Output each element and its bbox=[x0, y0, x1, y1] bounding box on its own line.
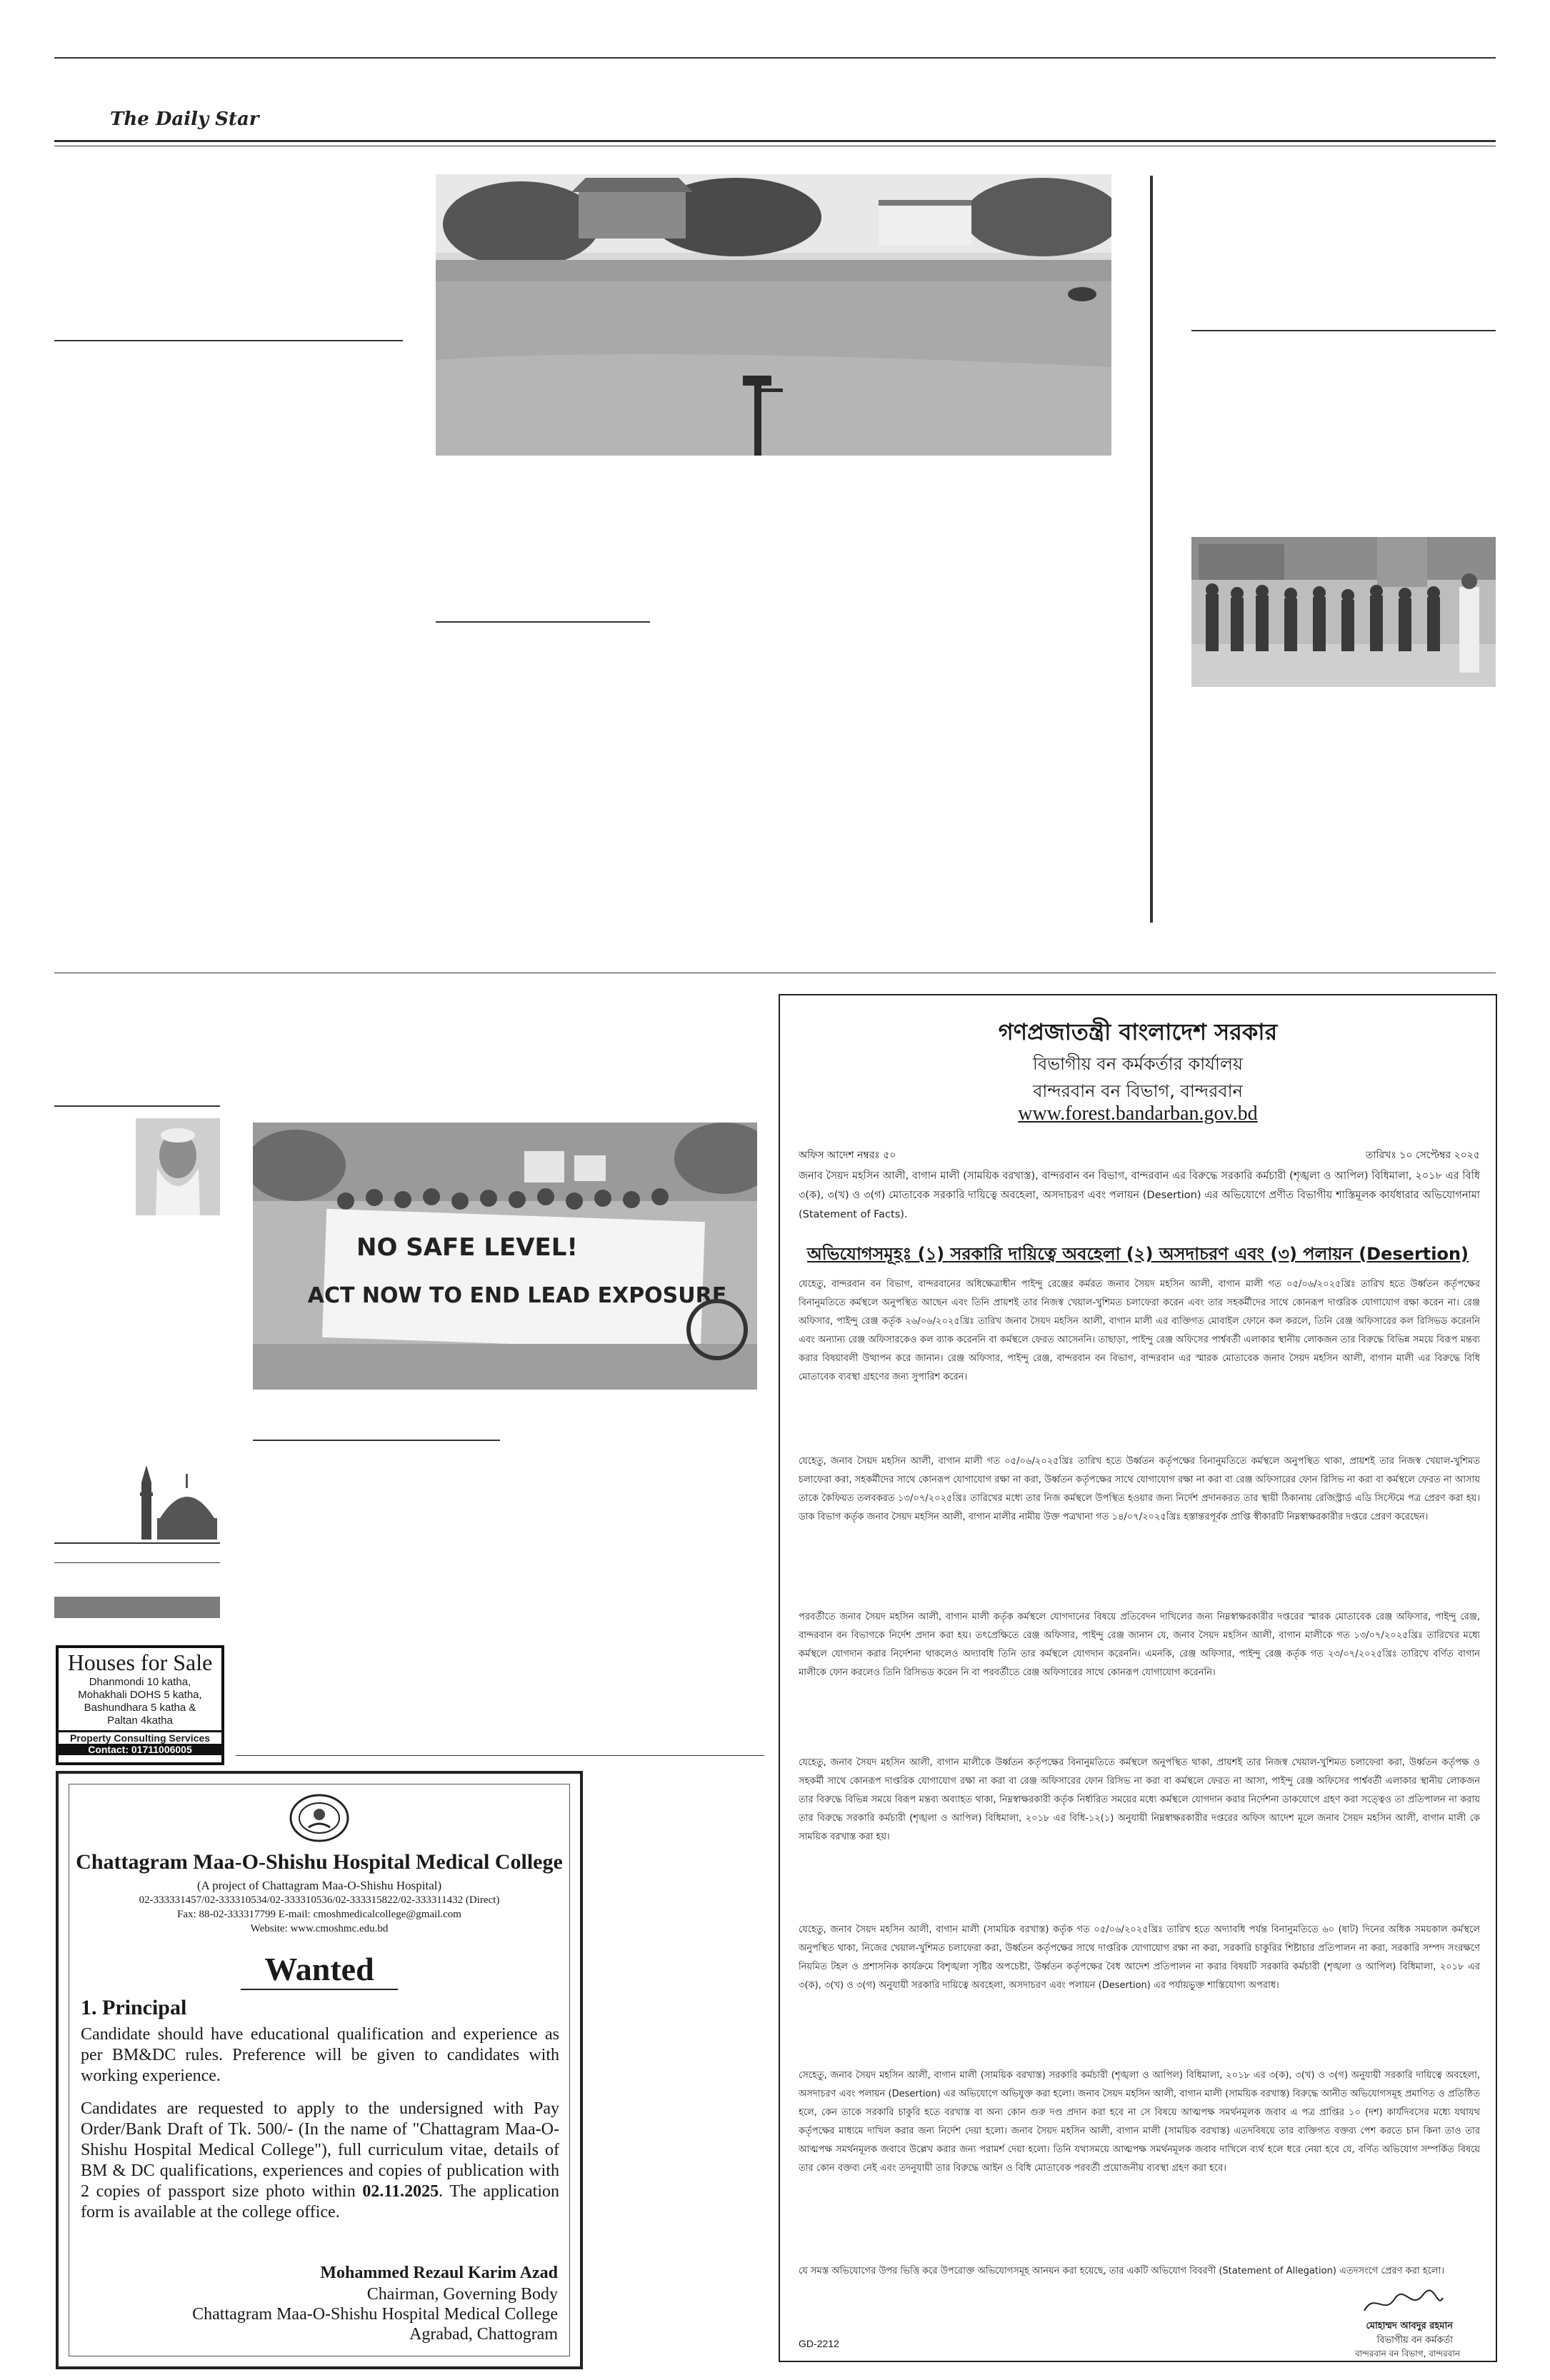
photo-field-pump bbox=[436, 174, 1111, 456]
obituary-rule bbox=[54, 1105, 220, 1107]
gray-strip bbox=[54, 1597, 220, 1618]
mosque-icon bbox=[140, 1461, 219, 1540]
application-main: Candidates are requested to apply to the undersigned with Pay Order/Bank Draft of Tk. 500/- (In the name of "Chattagram Maa-O-Shishu Hospital Medical College"), full curriculum vitae, details of BM & DC qualifications, experiences and copies of publication with 2 copies of passport size photo within bbox=[81, 2099, 559, 2201]
notice-para-7: যে সমস্ত অভিযোগের উপর ভিত্তি করে উপরোক্ত অভিযোগসমূহ আনয়ন করা হয়েছে, তার একটি অভিযোগ বিবরণী (Statement of Allegation) এতদসংগে প্রেরণ করা হলো। bbox=[799, 2266, 1444, 2276]
notice-charges-heading: অভিযোগসমূহঃ (১) সরকারি দায়িত্বে অবহেলা (২) অসদাচরণ এবং (৩) পলায়ন (Desertion) bbox=[806, 1244, 1469, 1264]
position-title: 1. Principal bbox=[81, 1996, 187, 2019]
notice-para-3: পরবর্তীতে জনাব সৈয়দ মহসিন আলী, বাগান মালী কর্তৃক কর্মস্থলে যোগদানের বিষয়ে প্রতিবেদন দাখিলের জন্য নিম্নস্বাক্ষরকারীর দপ্তরের স্মারক মোতাবেক রেঞ্জ অফিসার, পাইন্দু রেঞ্জ, বান্দরবান বন বিভাগকে নির্দেশ প্রদান করা হয়। তৎপ্রেক্ষিতে রেঞ্জ অফিসার, পাইন্দু রেঞ্জ জানান যে, জনাব সৈয়দ মহসিন আলী, বাগান মালীকে গত ১৩/০৭/২০২৫খ্রিঃ তারিখের মধ্যে কর্মস্থলে যোগদান করার নির্দেশনা থাকলেও অদ্যাবধি তিনি তার কর্মস্থলে যোগদান করেননি। এমনকি, রেঞ্জ অফিসার, পাইন্দু রেঞ্জ কর্তৃক গত ২৩/০৭/২০২৫খ্রিঃ তারিখে বর্ণিত বাগান মালীকে ফোন করলেও তিনি রিসিভড করেন নি বা পরবর্তীতে রেঞ্জ অফিসারের সাথে কোনরূপ যোগাযোগ করেননি। bbox=[799, 1612, 1480, 1678]
street-scene-image bbox=[1191, 537, 1496, 687]
signature-title: বিভাগীয় বন কর্মকর্তা bbox=[1376, 2335, 1453, 2346]
signatory-org: Chattagram Maa-O-Shishu Hospital Medical College bbox=[192, 2305, 558, 2324]
notice-para-4: যেহেতু, জনাব সৈয়দ মহসিন আলী, বাগান মালীকে উর্ধ্বতন কর্তৃপক্ষের বিনানুমতিতে কর্মস্থলে অনুপস্থিত থাকা, প্রায়শই তার নিজস্ব খেয়াল-খুশিমত চলাফেরা করা, উর্ধ্বতন কর্তৃপক্ষ ও সহকর্মী সাথে কোনরূপ দাপ্তরিক যোগাযোগ রক্ষা না করা বা রেঞ্জ অফিসারের ফোন রিসিভ না করা বা কর্মস্থলে ফেরত না আসা, পাইন্দু রেঞ্জ অফিসের পার্শ্ববর্তী এলাকার স্থানীয় লোকজন তার বিরুদ্ধে বিভিন্ন সময়ে বিরূপ মন্তব্য অব্যাহত থাকা, নিম্নস্বাক্ষরকারী কর্তৃক নির্ধারিত সময়ের মধ্যে কর্মস্থলে যোগদান করার নির্দেশনা ডাকযোগে গ্রহণ করা সত্ত্বেও তা প্রতিপালন না করায় তার বিরুদ্ধে সরকারি কর্মচারী (শৃঙ্খলা ও আপিল) বিধিমালা, ২০১৮ এর বিধি-১২(১) অনুযায়ী নিম্নস্বাক্ষরকারীর দপ্তরের অফিস আদেশ মূলে জনাব সৈয়দ মহসিন আলী, বাগান মালী কে সাময়িক বরখাস্ত করা হয়। bbox=[799, 1757, 1480, 1842]
houses-location-2: Mohakhali DOHS 5 katha, bbox=[78, 1689, 202, 1701]
houses-for-sale-ad bbox=[56, 1645, 224, 1765]
hospital-ad-frame bbox=[69, 1784, 570, 2356]
rally-caption-rule bbox=[253, 1440, 500, 1441]
notice-title: গণপ্রজাতন্ত্রী বাংলাদেশ সরকার bbox=[998, 1018, 1278, 1045]
hospital-logo bbox=[287, 1793, 351, 1843]
hospital-name: Chattagram Maa-O-Shishu Hospital Medical College bbox=[76, 1850, 563, 1874]
hospital-fax-email: Fax: 88-02-333317799 E-mail: cmoshmedicalcollege@gmail.com bbox=[177, 1909, 461, 1920]
photo-lead-rally bbox=[253, 1123, 757, 1390]
application-end: . The application form is available at the college office. bbox=[81, 2182, 559, 2221]
application-deadline: 02.11.2025 bbox=[362, 2182, 439, 2201]
notice-para-6: সেহেতু, জনাব সৈয়দ মহসিন আলী, বাগান মালী (সাময়িক বরখাস্ত) সরকারি কর্মচারী (শৃঙ্খলা ও আপিল) বিধিমালা, ২০১৮ এর ৩(ক), ৩(খ) ও ৩(গ) অনুযায়ী সরকারি দায়িত্বে অবহেলা, অসদাচরণ এবং পলায়ন (Desertion) এর অভিযোগে অভিযুক্ত করা হলো। জনাব সৈয়দ মহসিন আলী, বাগান মালী (সাময়িক বরখাস্ত) বিরুদ্ধে আনীত অভিযোগসমূহ প্রমাণিত ও প্রতিষ্ঠিত হলে, কেন তাকে সরকারি চাকুরি হতে বরখাস্ত বা অন্য কোন গুরু দণ্ড প্রদান করা হবে না সে বিষয়ে আত্মপক্ষ সমর্থনমূলক জবাব এ পত্র প্রাপ্তির ১০ (দশ) কার্যদিবসের মধ্যে যথাযথ কর্তৃপক্ষের মাধ্যমে দাখিল করার জন্য নির্দেশ দেয়া হলো। জনাব সৈয়দ মহসিন আলী, বাগান মালী (সাময়িক বরখাস্ত) এতদবিষয়ে তার ব্যক্তিগত বক্তব্য পেশ করতে চান কিনা তাও তার আত্মপক্ষ সমর্থনমূলক জবাবে উল্লেখ করার জন্য পরামর্শ দেয়া হলো। তিনি যথাসময়ে আত্মপক্ষ সমর্থনমূলক জবাব দাখিলে ব্যর্থ হলে ধরে নেয়া হবে যে, বর্ণিত অভিযোগ সম্পর্কিত বিষয়ে তার কোন বক্তব্য নেই এবং তদনুযায়ী তার বিরুদ্ধে আইন ও বিধি মোতাবেক পরবর্তী প্রয়োজনীয় ব্যবস্থা গ্রহণ করা হবে। bbox=[799, 2070, 1480, 2174]
signatory-title: Chairman, Governing Body bbox=[366, 2285, 558, 2304]
hospital-project-of: (A project of Chattagram Maa-O-Shishu Hospital) bbox=[196, 1879, 442, 1892]
houses-company: Property Consulting Services bbox=[59, 1730, 221, 1744]
mosque-rule-2 bbox=[54, 1562, 220, 1563]
top-rule bbox=[54, 57, 1496, 59]
masthead-logo: The Daily Star bbox=[110, 109, 259, 130]
houses-location-3: Bashundhara 5 katha & bbox=[84, 1702, 196, 1714]
mosque-rule-1 bbox=[54, 1542, 220, 1544]
lower-section-rule bbox=[236, 1755, 764, 1756]
houses-location-1: Dhanmondi 10 katha, bbox=[89, 1676, 191, 1688]
hospital-wanted-ad bbox=[56, 1771, 583, 2369]
houses-title: Houses for Sale bbox=[67, 1650, 213, 1675]
center-column-rule bbox=[436, 621, 650, 623]
left-column-rule-1 bbox=[54, 340, 403, 341]
govt-notice bbox=[779, 994, 1497, 2362]
right-column-rule bbox=[1191, 330, 1496, 331]
signatory-name: Mohammed Rezaul Karim Azad bbox=[320, 2264, 558, 2282]
wanted-underline bbox=[241, 1989, 398, 1990]
photo-street-gathering bbox=[1191, 537, 1496, 687]
notice-division: বান্দরবান বন বিভাগ, বান্দরবান bbox=[1033, 1081, 1243, 1101]
rally-image bbox=[253, 1123, 757, 1390]
portrait-image bbox=[136, 1118, 220, 1215]
vertical-column-rule bbox=[1150, 176, 1153, 923]
notice-intro: জনাব সৈয়দ মহসিন আলী, বাগান মালী (সাময়িক বরখাস্ত), বান্দরবান বন বিভাগ, বান্দরবান এর বিরুদ্ধে সরকারি কর্মচারী (শৃঙ্খলা ও আপিল) বিধিমালা, ২০১৮ এর বিধি ৩(ক), ৩(খ) ও ৩(গ) মোতাবেক সরকারি দায়িত্বে অবহেলা, অসদাচরণ এবং পলায়ন (Desertion) এর অভিযোগে প্রণীত বিভাগীয় শাস্তিমূলক কার্যধারার অভিযোগনামা (Statement of Facts). bbox=[799, 1170, 1480, 1220]
application-text bbox=[81, 2099, 559, 2223]
hospital-phones: 02-333331457/02-333310534/02-333310536/02-333315822/02-333311432 (Direct) bbox=[139, 1894, 500, 1906]
obituary-portrait bbox=[136, 1118, 220, 1215]
masthead-rule-1 bbox=[54, 140, 1496, 142]
notice-order-no: অফিস আদেশ নম্বরঃ ৫০ bbox=[799, 1150, 896, 1161]
hospital-website: Website: www.cmoshmc.edu.bd bbox=[250, 1923, 389, 1934]
houses-location-4: Paltan 4katha bbox=[107, 1714, 173, 1727]
notice-office: বিভাগীয় বন কর্মকর্তার কার্যালয় bbox=[1032, 1054, 1243, 1074]
banner-text-1: NO SAFE LEVEL! bbox=[356, 1233, 578, 1262]
signatory-place: Agrabad, Chattogram bbox=[409, 2325, 558, 2344]
field-scene-image bbox=[436, 174, 1111, 456]
notice-code: GD-2212 bbox=[799, 2338, 839, 2349]
banner-text-2: ACT NOW TO END LEAD EXPOSURE bbox=[307, 1283, 727, 1308]
signature-name: মোহাম্মদ আবদুর রহমান bbox=[1366, 2321, 1453, 2331]
wanted-heading: Wanted bbox=[264, 1951, 374, 1987]
signature-office: বান্দরবান বন বিভাগ, বান্দরবান bbox=[1355, 2349, 1460, 2359]
eligibility-text: Candidate should have educational qualification and experience as per BM&DC rules. Preference will be given to candidates with working experience. bbox=[81, 2025, 559, 2085]
notice-website[interactable]: www.forest.bandarban.gov.bd bbox=[1018, 1103, 1258, 1125]
signature-scribble bbox=[1360, 2289, 1446, 2318]
notice-para-5: যেহেতু, জনাব সৈয়দ মহসিন আলী, বাগান মালী (সাময়িক বরখাস্ত) কর্তৃক গত ০৫/০৬/২০২৫খ্রিঃ তারিখ হতে অদ্যাবধি পর্যন্ত বিনানুমতিতে ৬০ (ষাট) দিনের অধিক সময়কাল কর্মস্থলে অনুপস্থিত থাকা, নিজের খেয়াল-খুশিমত চলাফেরা করা, উর্ধ্বতন কর্তৃপক্ষের সাথে দাপ্তরিক যোগাযোগ রক্ষা না করা, সরকারি চাকুরির শিষ্টাচার প্রতিপালন না করা, সরকারি সম্পদ সংরক্ষণে নিয়মিত টহল ও প্রশাসনিক কার্যক্রমে বিশৃঙ্খলা সৃষ্টির অপচেষ্টা, উর্ধ্বতন কর্তৃপক্ষের বৈধ আদেশ প্রতিপালন না করার বিষয়টি সরকারি কর্মচারী (শৃঙ্খলা ও আপিল) বিধিমালা, ২০১৮ এর ৩(ক), ৩(খ) ও ৩(গ) অনুযায়ী সরকারি দায়িত্বে অবহেলা, অসদাচরণ এবং পলায়ন (Desertion) এর পর্যায়ভুক্ত শাস্তিযোগ্য অপরাধ। bbox=[799, 1924, 1480, 1991]
notice-para-1: যেহেতু, বান্দরবান বন বিভাগ, বান্দরবানের অধিক্ষেত্রাধীন পাইন্দু রেঞ্জের কর্মরত জনাব সৈয়দ মহসিন আলী, বাগান মালী গত ০৫/০৬/২০২৫খ্রিঃ তারিখ হতে উর্ধ্বতন কর্তৃপক্ষের বিনানুমতিতে কর্মস্থলে অনুপস্থিত আছেন এবং তিনি প্রায়শই তার নিজস্ব খেয়াল-খুশিমত চলাফেরা করেন এবং তার সহকর্মীদের সাথে কোনরূপ দাপ্তরিক যোগাযোগ রক্ষা করেন না। রেঞ্জ অফিসার, পাইন্দু রেঞ্জ কর্তৃক ২৬/০৬/২০২৫খ্রিঃ তারিখ জনাব সৈয়দ মহসিন আলী, বাগান মালী এর ব্যক্তিগত মোবাইল ফোনে কল করলে, তিনি রেঞ্জ অফিসারের কল রিসিভড করেননি এবং অন্যান্য রেঞ্জ অফিসারকেও কল ব্যাক করেননি বা কর্মস্থলে ফেরত আসেননি। তাছাড়া, পাইন্দু রেঞ্জ অফিসের পার্শ্ববর্তী এলাকার স্থানীয় লোকজন তার বিরুদ্ধে বিভিন্ন সময়ে বিরূপ মন্তব্য করার বিষয়াবলী উত্থাপন করে জানান। রেঞ্জ অফিসার, পাইন্দু রেঞ্জ, বান্দরবান বন বিভাগ, বান্দরবান এর স্মারক মোতাবেক জনাব সৈয়দ মহসিন আলী, বাগান মালী এর বিরুদ্ধে বিধি মোতাবেক ব্যবস্থা গ্রহণের জন্য সুপারিশ করেন। bbox=[799, 1279, 1480, 1382]
notice-date: তারিখঃ ১০ সেপ্টেম্বর ২০২৫ bbox=[1365, 1150, 1480, 1161]
notice-para-2: যেহেতু, জনাব সৈয়দ মহসিন আলী, বাগান মালী গত ০৫/০৬/২০২৫খ্রিঃ তারিখ হতে উর্ধ্বতন কর্তৃপক্ষের বিনানুমতিতে কর্মস্থলে অনুপস্থিত থাকা, প্রায়শই তার নিজস্ব খেয়াল-খুশিমত চলাফেরা করা, সহকর্মীদের সাথে কোনরূপ যোগাযোগ রক্ষা না করা, উর্ধ্বতন কর্তৃপক্ষের সাথে যোগাযোগ রক্ষা না করা বা রেঞ্জ অফিসারের ফোন রিসিভ না করা বা কর্মস্থলে ফেরত না আসায় তাকে কৈফিয়ত তলবকরত ১৩/০৭/২০২৫খ্রিঃ তারিখের মধ্যে তার নিজ কর্মস্থলে উপস্থিত হওয়ার জন্য নির্দেশ প্রদানকরত তার স্থায়ী ঠিকানায় রেজিস্ট্রার্ড এডি সিস্টেমে পত্র প্রেরণ করা হয়। ডাক বিভাগ কর্তৃক জনাব সৈয়দ মহসিন আলী, বাগান মালীর নামীয় উক্ত পত্রখানা গত ১৪/০৭/২০২৫খ্রিঃ হস্তান্তরপূর্বক প্রাপ্তি স্বীকারটি নিম্নস্বাক্ষরকারীর দপ্তরে প্রেরণ করেছেন। bbox=[799, 1456, 1480, 1522]
houses-contact: Contact: 01711006005 bbox=[59, 1744, 221, 1755]
